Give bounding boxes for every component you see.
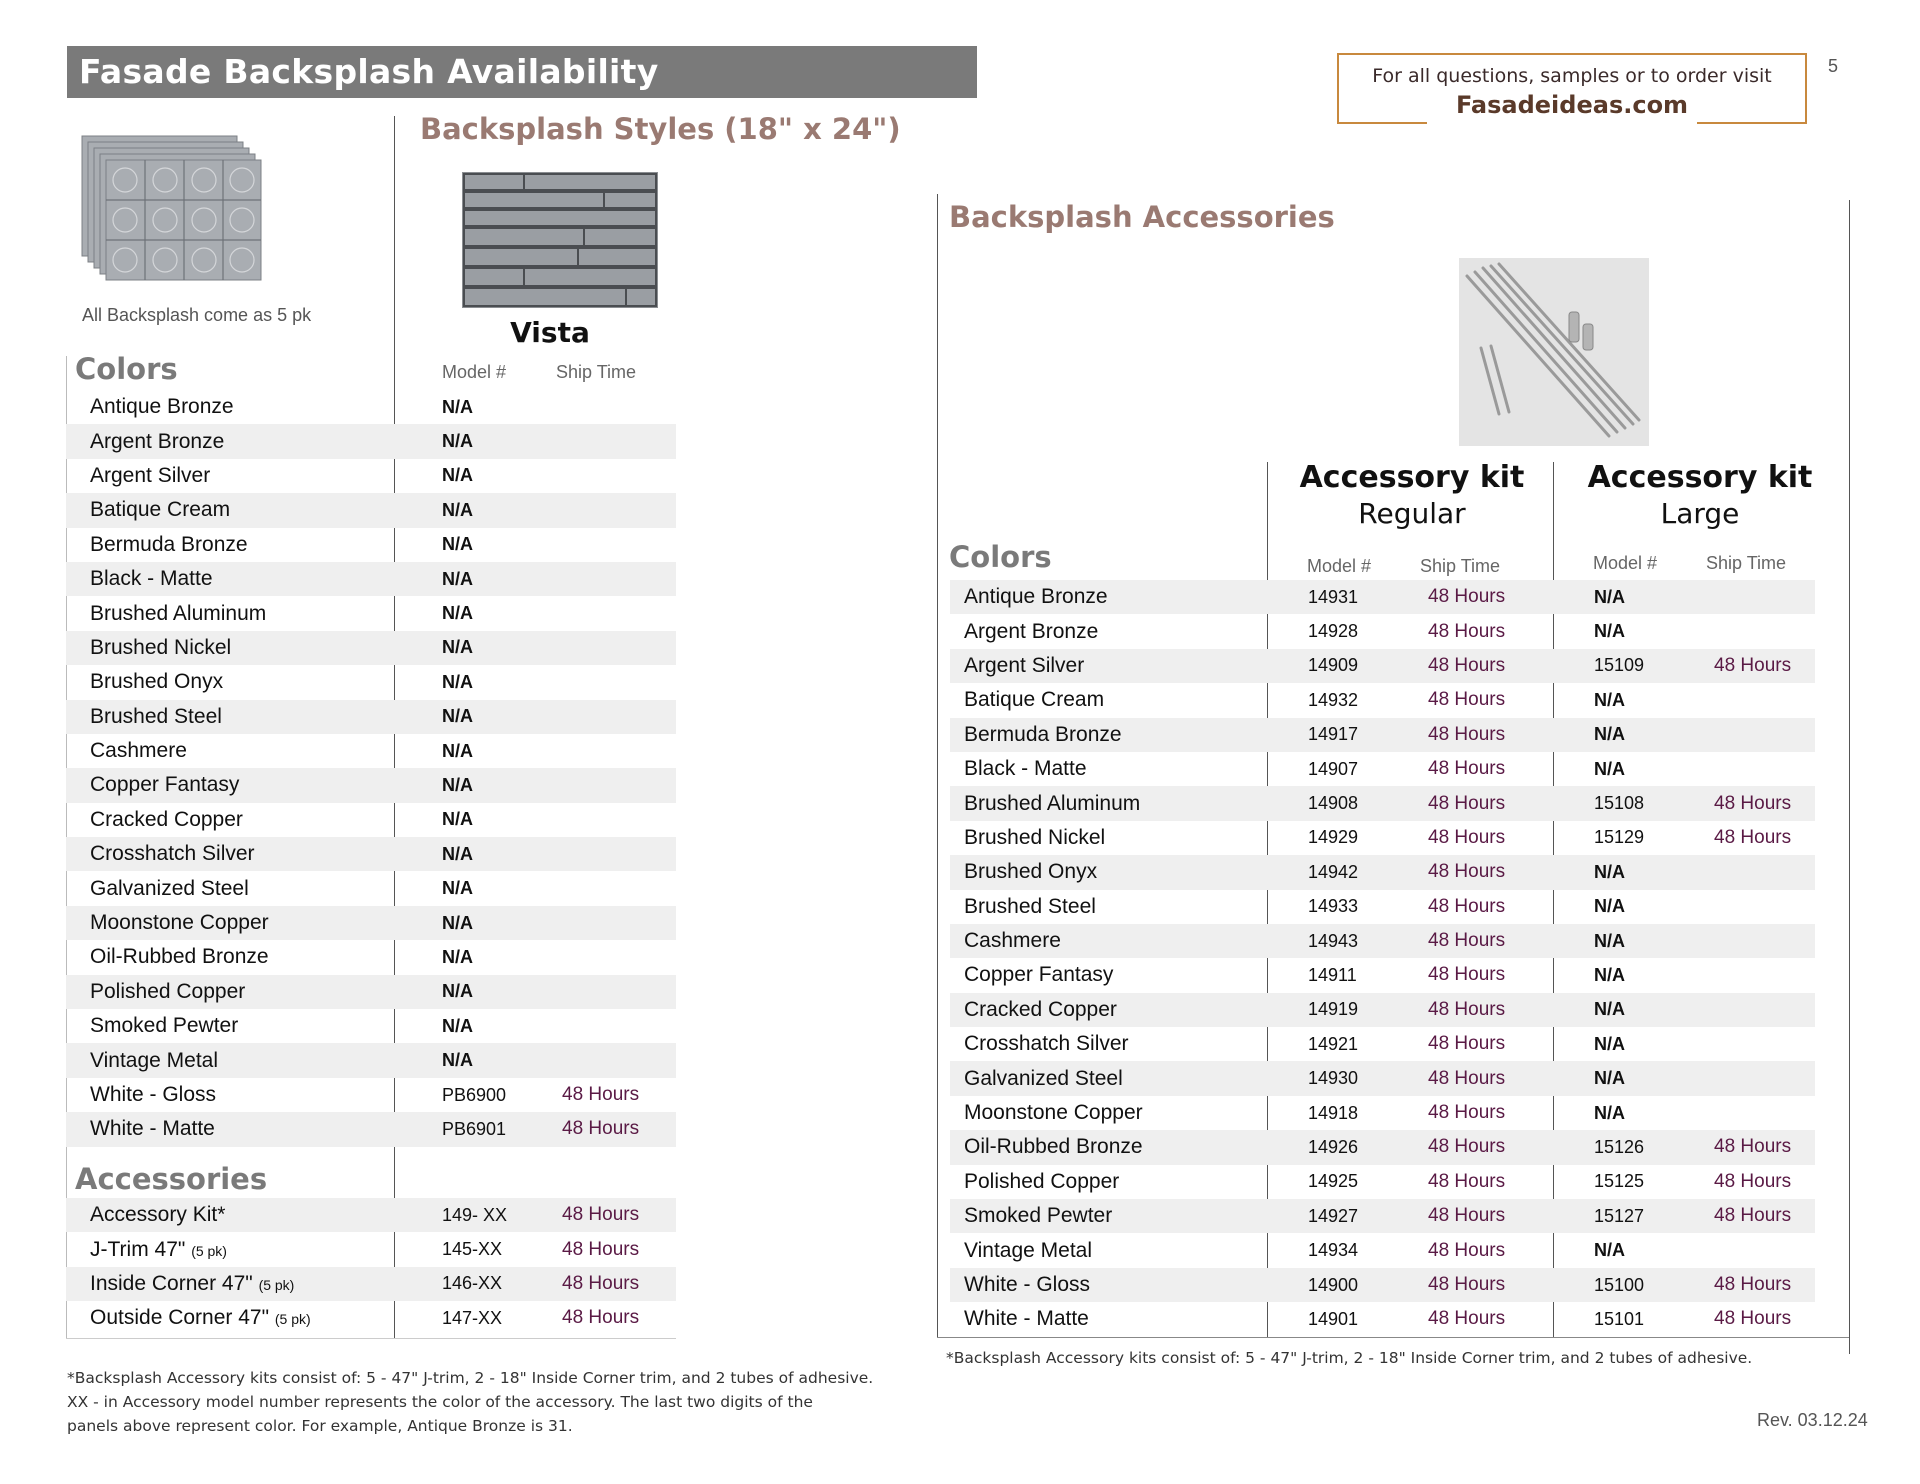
table-row: Vintage Metal 14934 48 Hours N/A xyxy=(964,1238,1625,1262)
website-link[interactable]: Fasadeideas.com xyxy=(1448,91,1696,119)
kit-regular-title: Accessory kit Regular xyxy=(1299,460,1525,530)
backsplash-pack-image xyxy=(80,134,275,289)
col-model-header: Model # xyxy=(442,362,507,382)
table-row: Galvanized Steel N/A xyxy=(90,876,473,900)
table-row: Brushed Onyx 14942 48 Hours N/A xyxy=(950,855,1815,889)
table-row: Cracked Copper 14919 48 Hours N/A xyxy=(950,993,1815,1027)
page-number: 5 xyxy=(1828,56,1839,76)
table-row: Black - Matte 14907 48 Hours N/A xyxy=(964,757,1625,781)
right-panel-right-border xyxy=(1849,200,1850,1354)
table-row: White - Matte 14901 48 Hours 15101 48 Hours xyxy=(964,1307,1792,1331)
table-row: Inside Corner 47" (5 pk) 146-XX 48 Hours xyxy=(66,1267,676,1301)
visit-text: For all questions, samples or to order visit xyxy=(1372,65,1772,87)
table-row: Oil-Rubbed Bronze N/A xyxy=(90,945,473,969)
revision-label: Rev. 03.12.24 xyxy=(1757,1410,1868,1430)
table-row: Accessory Kit* 149- XX 48 Hours xyxy=(66,1198,676,1232)
accessories-section-heading: Backsplash Accessories xyxy=(949,200,1335,234)
table-row: Smoked Pewter 14927 48 Hours 15127 48 Hours xyxy=(950,1199,1815,1233)
style-name-vista: Vista xyxy=(510,316,590,349)
left-accessories-table xyxy=(66,1198,676,1336)
table-row: J-Trim 47" (5 pk) 145-XX 48 Hours xyxy=(90,1237,640,1261)
table-row: Copper Fantasy 14911 48 Hours N/A xyxy=(964,963,1625,987)
table-row: Vintage Metal N/A xyxy=(66,1043,676,1077)
left-table-bottom-border xyxy=(66,1338,676,1339)
table-row: Argent Silver 14909 48 Hours 15109 48 Hours xyxy=(950,649,1815,683)
table-row: Polished Copper N/A xyxy=(66,975,676,1009)
visit-callout xyxy=(1337,53,1807,119)
table-row: White - Matte PB6901 48 Hours xyxy=(66,1112,676,1146)
lg-col-model-header: Model # xyxy=(1593,553,1658,573)
table-row: Antique Bronze N/A xyxy=(90,395,473,419)
left-footnote: *Backsplash Accessory kits consist of: 5 - 47" J-trim, 2 - 18" Inside Corner trim, and 2 tubes of adhesive. XX - in Accessory model number represents the color of the accessory. The last two digits of the panels above represent color. For example, Antique Bronze is 31. xyxy=(67,1369,874,1435)
table-row: Cashmere N/A xyxy=(90,739,473,763)
table-row: Batique Cream N/A xyxy=(66,493,676,527)
table-row: Batique Cream 14932 48 Hours N/A xyxy=(964,688,1625,712)
table-row: Argent Bronze N/A xyxy=(66,424,676,458)
table-row: Brushed Steel N/A xyxy=(66,700,676,734)
table-row: Black - Matte N/A xyxy=(66,562,676,596)
reg-col-model-header: Model # xyxy=(1307,556,1372,576)
table-row: Cracked Copper N/A xyxy=(90,807,473,831)
table-row: Brushed Aluminum N/A xyxy=(90,601,473,625)
reg-col-ship-header: Ship Time xyxy=(1420,556,1501,576)
colors-heading: Colors xyxy=(75,352,178,386)
table-row: Moonstone Copper N/A xyxy=(66,906,676,940)
table-row: Brushed Aluminum 14908 48 Hours 15108 48 Hours xyxy=(950,786,1815,820)
accessories-heading: Accessories xyxy=(75,1162,268,1196)
accessory-kit-table xyxy=(950,580,1815,1337)
pack-caption: All Backsplash come as 5 pk xyxy=(82,305,312,325)
table-row: Smoked Pewter N/A xyxy=(90,1014,473,1038)
table-row: Argent Bronze 14928 48 Hours N/A xyxy=(964,619,1625,643)
table-row: Bermuda Bronze N/A xyxy=(90,532,473,556)
table-row: Moonstone Copper 14918 48 Hours N/A xyxy=(964,1101,1625,1125)
table-row: Crosshatch Silver 14921 48 Hours N/A xyxy=(964,1032,1625,1056)
table-row: White - Gloss 14900 48 Hours 15100 48 Hours xyxy=(950,1268,1815,1302)
table-row: Bermuda Bronze 14917 48 Hours N/A xyxy=(950,718,1815,752)
vista-tile-image xyxy=(462,172,658,308)
right-panel-left-divider xyxy=(937,194,938,1338)
table-row: Brushed Nickel 14929 48 Hours 15129 48 Hours xyxy=(964,825,1792,849)
table-row: Polished Copper 14925 48 Hours 15125 48 Hours xyxy=(964,1169,1792,1193)
accessory-kit-image xyxy=(1459,258,1649,446)
col-ship-header: Ship Time xyxy=(556,362,637,382)
right-colors-heading: Colors xyxy=(949,540,1052,574)
table-row: White - Gloss PB6900 48 Hours xyxy=(90,1083,640,1106)
table-row: Brushed Steel 14933 48 Hours N/A xyxy=(964,894,1625,918)
left-colors-table xyxy=(66,390,676,1147)
styles-heading: Backsplash Styles (18" x 24") xyxy=(420,112,901,146)
table-row: Oil-Rubbed Bronze 14926 48 Hours 15126 48 Hours xyxy=(950,1130,1815,1164)
right-table-bottom-border xyxy=(937,1337,1849,1338)
lg-col-ship-header: Ship Time xyxy=(1706,553,1787,573)
table-row: Cashmere 14943 48 Hours N/A xyxy=(950,924,1815,958)
table-row: Copper Fantasy N/A xyxy=(66,768,676,802)
table-row: Antique Bronze 14931 48 Hours N/A xyxy=(950,580,1815,614)
table-row: Crosshatch Silver N/A xyxy=(66,837,676,871)
right-footnote: *Backsplash Accessory kits consist of: 5 - 47" J-trim, 2 - 18" Inside Corner trim, and 2 tubes of adhesive. xyxy=(946,1349,1753,1367)
table-row: Outside Corner 47" (5 pk) 147-XX 48 Hours xyxy=(90,1306,640,1330)
table-row: Brushed Onyx N/A xyxy=(90,670,473,694)
table-row: Brushed Nickel N/A xyxy=(66,631,676,665)
table-row: Galvanized Steel 14930 48 Hours N/A xyxy=(950,1061,1815,1095)
table-row: Argent Silver N/A xyxy=(90,463,473,487)
page-title: Fasade Backsplash Availability xyxy=(67,46,977,98)
kit-large-title: Accessory kit Large xyxy=(1587,460,1813,530)
